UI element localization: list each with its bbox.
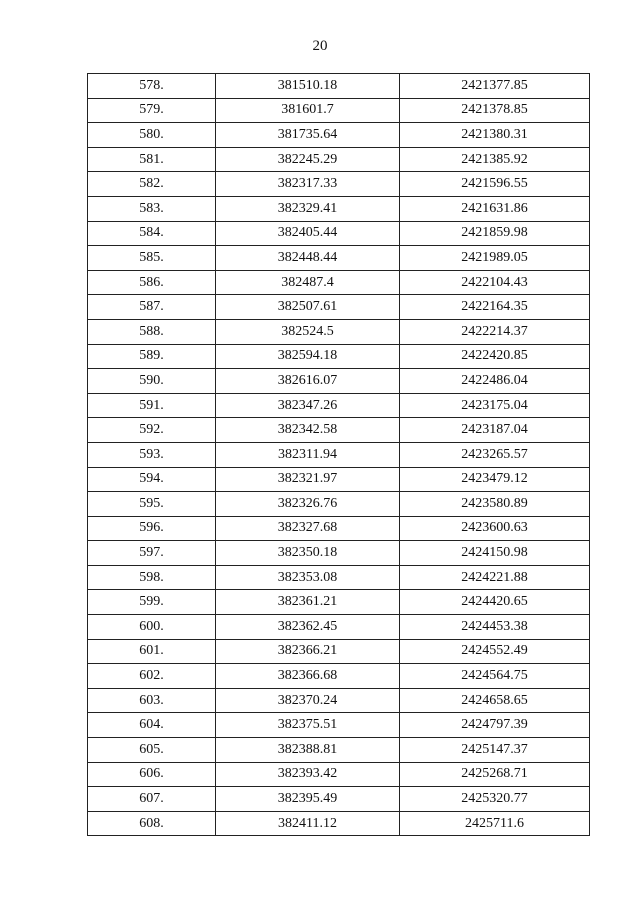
table-row	[88, 246, 590, 271]
x-coordinate-cell: 382311.94	[216, 442, 400, 467]
point-number-cell: 580.	[88, 123, 216, 148]
table-row	[88, 762, 590, 787]
x-coordinate-cell: 382370.24	[216, 688, 400, 713]
point-number-cell: 583.	[88, 196, 216, 221]
table-row	[88, 369, 590, 394]
point-number-cell: 584.	[88, 221, 216, 246]
point-number-cell: 593.	[88, 442, 216, 467]
table-row	[88, 147, 590, 172]
point-number-cell: 582.	[88, 172, 216, 197]
x-coordinate-cell: 382448.44	[216, 246, 400, 271]
point-number-cell: 607.	[88, 787, 216, 812]
table-row	[88, 295, 590, 320]
x-coordinate-cell: 382362.45	[216, 615, 400, 640]
x-coordinate-cell: 382350.18	[216, 541, 400, 566]
y-coordinate-cell: 2421377.85	[400, 74, 590, 99]
x-coordinate-cell: 382405.44	[216, 221, 400, 246]
table-row	[88, 442, 590, 467]
point-number-cell: 588.	[88, 319, 216, 344]
y-coordinate-cell: 2421859.98	[400, 221, 590, 246]
x-coordinate-cell: 382321.97	[216, 467, 400, 492]
y-coordinate-cell: 2424453.38	[400, 615, 590, 640]
point-number-cell: 600.	[88, 615, 216, 640]
x-coordinate-cell: 382329.41	[216, 196, 400, 221]
table-row	[88, 196, 590, 221]
table-row	[88, 74, 590, 99]
x-coordinate-cell: 382594.18	[216, 344, 400, 369]
x-coordinate-cell: 382245.29	[216, 147, 400, 172]
y-coordinate-cell: 2423265.57	[400, 442, 590, 467]
table-row	[88, 787, 590, 812]
table-row	[88, 541, 590, 566]
table-row	[88, 418, 590, 443]
point-number-cell: 589.	[88, 344, 216, 369]
y-coordinate-cell: 2424564.75	[400, 664, 590, 689]
table-row	[88, 590, 590, 615]
x-coordinate-cell: 382411.12	[216, 811, 400, 836]
table-row	[88, 639, 590, 664]
table-row	[88, 688, 590, 713]
coordinates-table	[87, 73, 590, 836]
table-row	[88, 516, 590, 541]
y-coordinate-cell: 2422420.85	[400, 344, 590, 369]
y-coordinate-cell: 2423187.04	[400, 418, 590, 443]
x-coordinate-cell: 382327.68	[216, 516, 400, 541]
table-row	[88, 319, 590, 344]
point-number-cell: 587.	[88, 295, 216, 320]
x-coordinate-cell: 382326.76	[216, 492, 400, 517]
table-row	[88, 492, 590, 517]
table-row	[88, 393, 590, 418]
y-coordinate-cell: 2421380.31	[400, 123, 590, 148]
x-coordinate-cell: 382347.26	[216, 393, 400, 418]
point-number-cell: 606.	[88, 762, 216, 787]
point-number-cell: 578.	[88, 74, 216, 99]
y-coordinate-cell: 2423479.12	[400, 467, 590, 492]
point-number-cell: 601.	[88, 639, 216, 664]
y-coordinate-cell: 2422214.37	[400, 319, 590, 344]
y-coordinate-cell: 2425268.71	[400, 762, 590, 787]
point-number-cell: 595.	[88, 492, 216, 517]
table-row	[88, 738, 590, 763]
x-coordinate-cell: 382366.68	[216, 664, 400, 689]
y-coordinate-cell: 2421378.85	[400, 98, 590, 123]
point-number-cell: 599.	[88, 590, 216, 615]
y-coordinate-cell: 2424221.88	[400, 565, 590, 590]
table-row	[88, 123, 590, 148]
table-row	[88, 344, 590, 369]
y-coordinate-cell: 2423580.89	[400, 492, 590, 517]
point-number-cell: 603.	[88, 688, 216, 713]
table-row	[88, 664, 590, 689]
point-number-cell: 598.	[88, 565, 216, 590]
table-row	[88, 811, 590, 836]
page-number: 20	[312, 38, 328, 54]
x-coordinate-cell: 382388.81	[216, 738, 400, 763]
point-number-cell: 594.	[88, 467, 216, 492]
point-number-cell: 591.	[88, 393, 216, 418]
x-coordinate-cell: 382342.58	[216, 418, 400, 443]
table-row	[88, 713, 590, 738]
y-coordinate-cell: 2424552.49	[400, 639, 590, 664]
point-number-cell: 592.	[88, 418, 216, 443]
y-coordinate-cell: 2422164.35	[400, 295, 590, 320]
y-coordinate-cell: 2423600.63	[400, 516, 590, 541]
point-number-cell: 586.	[88, 270, 216, 295]
y-coordinate-cell: 2424797.39	[400, 713, 590, 738]
x-coordinate-cell: 382616.07	[216, 369, 400, 394]
x-coordinate-cell: 382361.21	[216, 590, 400, 615]
x-coordinate-cell: 382353.08	[216, 565, 400, 590]
y-coordinate-cell: 2424420.65	[400, 590, 590, 615]
x-coordinate-cell: 382375.51	[216, 713, 400, 738]
point-number-cell: 596.	[88, 516, 216, 541]
y-coordinate-cell: 2424150.98	[400, 541, 590, 566]
table-row	[88, 615, 590, 640]
x-coordinate-cell: 381601.7	[216, 98, 400, 123]
y-coordinate-cell: 2424658.65	[400, 688, 590, 713]
point-number-cell: 585.	[88, 246, 216, 271]
table-body	[88, 74, 590, 836]
point-number-cell: 604.	[88, 713, 216, 738]
y-coordinate-cell: 2422104.43	[400, 270, 590, 295]
point-number-cell: 605.	[88, 738, 216, 763]
table-row	[88, 270, 590, 295]
x-coordinate-cell: 382395.49	[216, 787, 400, 812]
y-coordinate-cell: 2425320.77	[400, 787, 590, 812]
point-number-cell: 579.	[88, 98, 216, 123]
x-coordinate-cell: 382487.4	[216, 270, 400, 295]
x-coordinate-cell: 382366.21	[216, 639, 400, 664]
x-coordinate-cell: 382524.5	[216, 319, 400, 344]
x-coordinate-cell: 382507.61	[216, 295, 400, 320]
y-coordinate-cell: 2421596.55	[400, 172, 590, 197]
x-coordinate-cell: 382393.42	[216, 762, 400, 787]
y-coordinate-cell: 2421385.92	[400, 147, 590, 172]
point-number-cell: 608.	[88, 811, 216, 836]
y-coordinate-cell: 2422486.04	[400, 369, 590, 394]
table-row	[88, 565, 590, 590]
x-coordinate-cell: 381510.18	[216, 74, 400, 99]
point-number-cell: 602.	[88, 664, 216, 689]
y-coordinate-cell: 2425147.37	[400, 738, 590, 763]
point-number-cell: 581.	[88, 147, 216, 172]
table-row	[88, 98, 590, 123]
y-coordinate-cell: 2421989.05	[400, 246, 590, 271]
point-number-cell: 597.	[88, 541, 216, 566]
table-row	[88, 467, 590, 492]
x-coordinate-cell: 382317.33	[216, 172, 400, 197]
x-coordinate-cell: 381735.64	[216, 123, 400, 148]
y-coordinate-cell: 2423175.04	[400, 393, 590, 418]
y-coordinate-cell: 2421631.86	[400, 196, 590, 221]
table-row	[88, 172, 590, 197]
point-number-cell: 590.	[88, 369, 216, 394]
y-coordinate-cell: 2425711.6	[400, 811, 590, 836]
table-row	[88, 221, 590, 246]
